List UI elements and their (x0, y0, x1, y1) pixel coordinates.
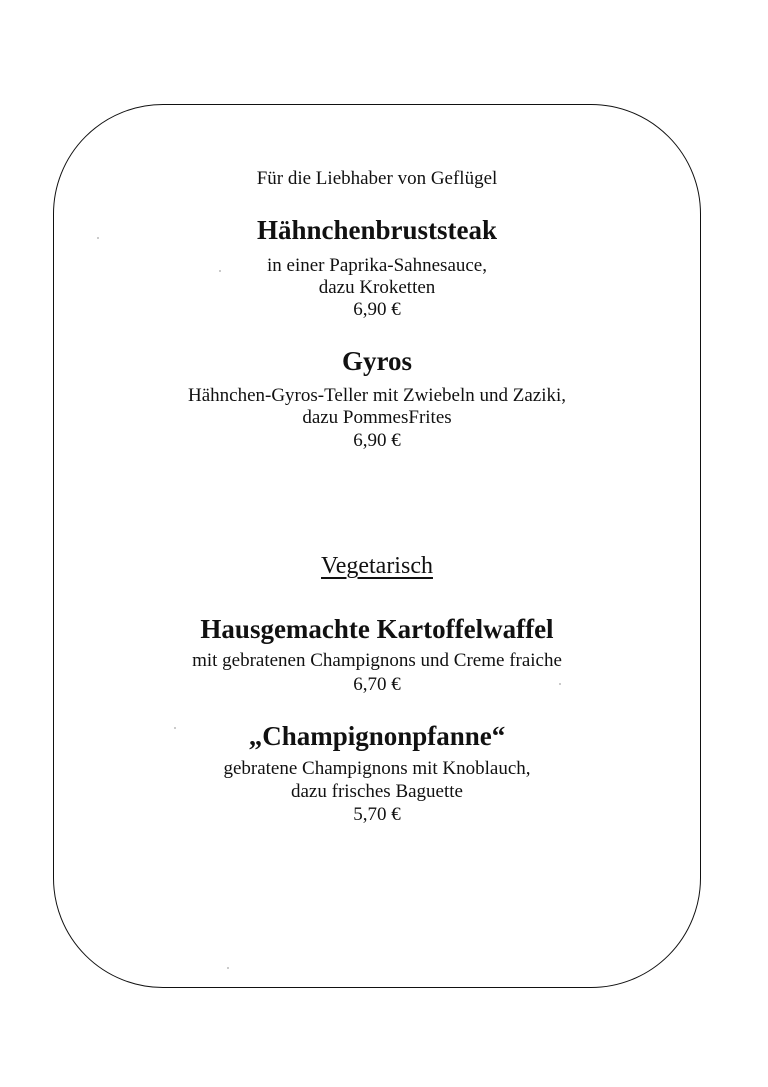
dish-price: 5,70 € (353, 804, 401, 825)
scan-speck (227, 967, 229, 969)
dish-desc-line: in einer Paprika-Sahnesauce, (267, 255, 487, 276)
dish-desc-line: dazu Kroketten (318, 277, 436, 298)
section-heading-vegetarisch: Vegetarisch (321, 553, 433, 579)
dish-title-haehnchenbruststeak: Hähnchenbruststeak (256, 215, 498, 245)
dish-price: 6,90 € (353, 299, 401, 320)
dish-desc-line: Hähnchen-Gyros-Teller mit Zwiebeln und Zaziki, (187, 385, 566, 406)
scan-speck (219, 270, 221, 272)
dish-desc-line: mit gebratenen Champignons und Creme fraiche (192, 650, 562, 671)
dish-desc-line: dazu PommesFrites (302, 407, 452, 428)
dish-price: 6,90 € (353, 430, 401, 451)
dish-price: 6,70 € (353, 674, 401, 695)
scan-speck (97, 237, 99, 239)
scan-speck (174, 727, 176, 729)
section-intro-poultry: Für die Liebhaber von Geflügel (256, 168, 498, 189)
dish-title-kartoffelwaffel: Hausgemachte Kartoffelwaffel (200, 614, 554, 644)
scan-speck (559, 683, 561, 685)
dish-title-gyros: Gyros (341, 346, 412, 376)
dish-title-champignonpfanne: „Champignonpfanne“ (248, 721, 506, 751)
dish-desc-line: dazu frisches Baguette (291, 781, 463, 802)
dish-desc-line: gebratene Champignons mit Knoblauch, (223, 758, 531, 779)
